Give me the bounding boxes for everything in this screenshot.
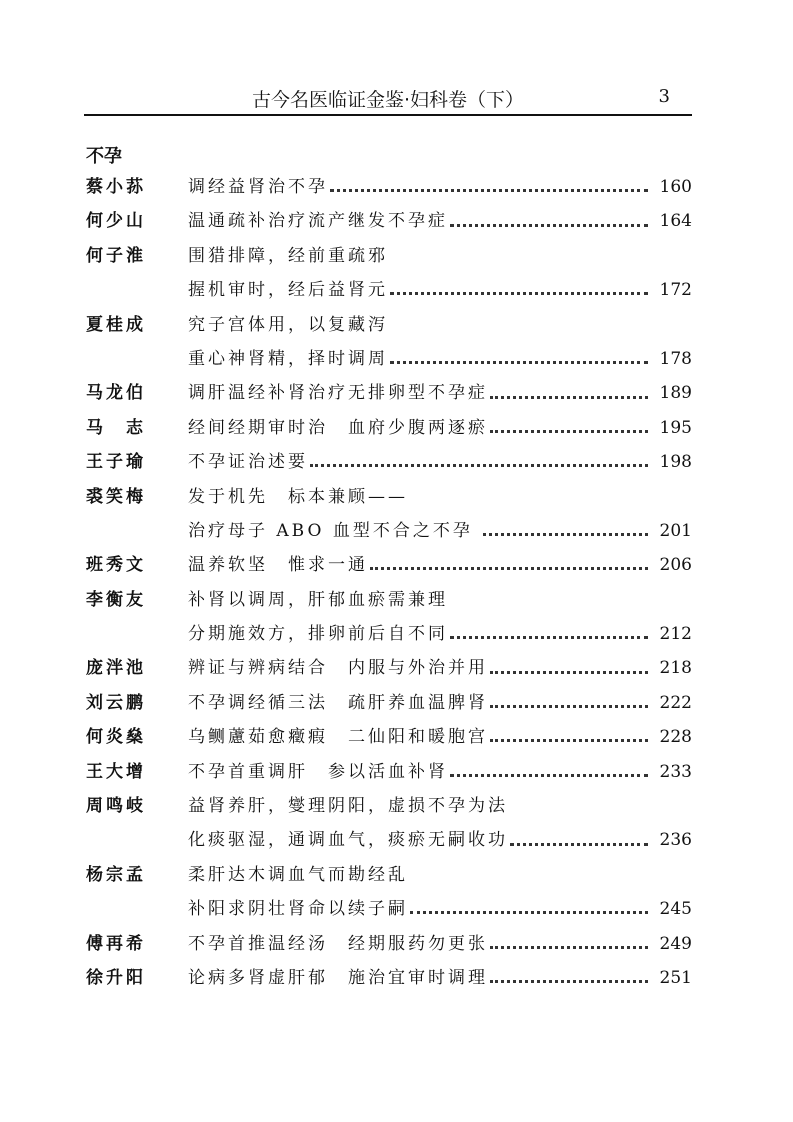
- toc-title-row: [188, 548, 692, 582]
- toc-entry[interactable]: [86, 204, 692, 238]
- toc-author: 何少山: [86, 211, 146, 232]
- dot-leader: [370, 566, 648, 570]
- toc-title: 经间经期审时治 血府少腹两逐瘀: [188, 417, 488, 438]
- running-header-title: 古今名医临证金鉴·妇科卷（下）: [251, 89, 525, 111]
- toc-title-row: [188, 411, 692, 445]
- toc-page-number: 201: [659, 520, 692, 541]
- toc-title: 补肾以调周，肝郁血瘀需兼理: [188, 589, 448, 610]
- toc-page-number: 228: [659, 727, 692, 748]
- dot-leader: [450, 223, 648, 227]
- toc-title: 辨证与辨病结合 内服与外治并用: [188, 658, 488, 679]
- toc-title: 围猎排障，经前重疏邪: [188, 245, 388, 266]
- toc-title-row: [188, 927, 692, 961]
- toc-entry[interactable]: [86, 720, 692, 754]
- dot-leader: [450, 635, 648, 639]
- toc-entry[interactable]: [86, 445, 692, 479]
- dot-leader: [390, 291, 648, 295]
- toc-title-row: [188, 823, 692, 857]
- toc-title-row: [188, 617, 692, 651]
- toc-author: 傅再希: [86, 933, 146, 954]
- toc-page-number: 178: [659, 348, 692, 369]
- dot-leader: [490, 945, 648, 949]
- toc-author: 何子淮: [86, 245, 146, 266]
- toc-entry[interactable]: [86, 308, 692, 342]
- toc-title-row: [188, 170, 692, 204]
- toc-page-number: 251: [659, 967, 692, 988]
- dot-leader: [330, 188, 648, 192]
- toc-entry[interactable]: [86, 927, 692, 961]
- toc-page-number: 218: [659, 658, 692, 679]
- dot-leader: [490, 738, 648, 742]
- toc-title-row: [188, 376, 692, 410]
- toc-page-number: 206: [659, 555, 692, 576]
- toc-author: 杨宗孟: [86, 864, 146, 885]
- toc-page-number: 164: [659, 211, 692, 232]
- toc-entry[interactable]: [86, 583, 692, 617]
- toc-title: 发于机先 标本兼顾——: [188, 486, 408, 507]
- toc-page-number: 236: [659, 830, 692, 851]
- toc-title: 补阳求阴壮肾命以续子嗣: [188, 899, 408, 920]
- toc-entry[interactable]: [86, 858, 692, 892]
- toc-author: 周鸣岐: [86, 796, 146, 817]
- toc-entry[interactable]: [86, 686, 692, 720]
- toc-entry[interactable]: [86, 239, 692, 273]
- toc-title-row: [188, 445, 692, 479]
- toc-entry[interactable]: [86, 411, 692, 445]
- toc-entry[interactable]: [86, 617, 692, 651]
- toc-entry[interactable]: [86, 755, 692, 789]
- toc-entry[interactable]: [86, 342, 692, 376]
- dot-leader: [483, 532, 648, 536]
- toc-title-row: [188, 789, 692, 823]
- toc-author: 马 志: [86, 417, 146, 438]
- toc-title: 柔肝达木调血气而勘经乱: [188, 864, 408, 885]
- toc-entry[interactable]: [86, 961, 692, 995]
- toc-title-row: [188, 755, 692, 789]
- page-header: [84, 82, 692, 116]
- toc-page-number: 233: [659, 761, 692, 782]
- toc-author: 夏桂成: [86, 314, 146, 335]
- toc-title-row: [188, 342, 692, 376]
- toc-title: 乌鲗藘茹愈癥瘕 二仙阳和暖胞宫: [188, 727, 488, 748]
- toc-title: 分期施效方，排卵前后自不同: [188, 624, 448, 645]
- toc-author: 王大增: [86, 761, 146, 782]
- toc-title: 论病多肾虚肝郁 施治宜审时调理: [188, 967, 488, 988]
- toc-title: 不孕首重调肝 参以活血补肾: [188, 761, 448, 782]
- toc-title: 不孕首推温经汤 经期服药勿更张: [188, 933, 488, 954]
- toc-page-number: 189: [659, 383, 692, 404]
- toc-page-number: 195: [659, 417, 692, 438]
- toc-page-number: 160: [659, 177, 692, 197]
- toc-title-row: [188, 273, 692, 307]
- toc-author: 何炎燊: [86, 727, 146, 748]
- toc-page-number: 222: [659, 692, 692, 713]
- toc-title: 益肾养肝，燮理阴阳，虚损不孕为法: [188, 796, 508, 817]
- toc-page-number: 212: [659, 624, 692, 645]
- toc-author: 班秀文: [86, 555, 146, 576]
- dot-leader: [510, 842, 648, 846]
- toc-title: 不孕证治述要: [188, 452, 308, 473]
- toc-author: 徐升阳: [86, 967, 146, 988]
- toc-author: 刘云鹏: [86, 692, 146, 713]
- toc-title-row: [188, 204, 692, 238]
- toc-title-row: [188, 686, 692, 720]
- dot-leader: [490, 704, 648, 708]
- toc-title: 究子宫体用，以复藏泻: [188, 314, 388, 335]
- toc-page-number: 172: [659, 280, 692, 301]
- toc-title: 调肝温经补肾治疗无排卵型不孕症: [188, 383, 488, 404]
- dot-leader: [490, 429, 648, 433]
- toc-page-number: 249: [659, 933, 692, 954]
- toc-title-row: [188, 239, 692, 273]
- toc-page-number: 245: [659, 899, 692, 920]
- toc-title-row: [188, 480, 692, 514]
- toc-entry[interactable]: [86, 789, 692, 823]
- section-title: 不孕: [86, 146, 122, 167]
- toc-title-row: [188, 892, 692, 926]
- toc-entry[interactable]: [86, 170, 692, 204]
- dot-leader: [490, 979, 648, 983]
- toc-author: 马龙伯: [86, 383, 146, 404]
- toc-title: 化痰驱湿，通调血气，痰瘀无嗣收功: [188, 830, 508, 851]
- toc-title: 不孕调经循三法 疏肝养血温脾肾: [188, 692, 488, 713]
- toc-title: 重心神肾精，择时调周: [188, 348, 388, 369]
- toc-title-row: [188, 514, 692, 548]
- toc-author: 蔡小荪: [86, 177, 146, 197]
- toc-author: 李衡友: [86, 589, 146, 610]
- toc-title-row: [188, 583, 692, 617]
- dot-leader: [390, 360, 648, 364]
- toc-title: 调经益肾治不孕: [188, 177, 328, 197]
- toc-author: 裘笑梅: [86, 486, 146, 507]
- toc-title-row: [188, 858, 692, 892]
- toc-entry[interactable]: [86, 548, 692, 582]
- toc-entry[interactable]: [86, 892, 692, 926]
- dot-leader: [310, 463, 648, 467]
- toc-title: 温养软坚 惟求一通: [188, 555, 368, 576]
- toc-entry[interactable]: [86, 651, 692, 685]
- toc-title-row: [188, 308, 692, 342]
- header-rule: [84, 114, 692, 116]
- toc-title: 温通疏补治疗流产继发不孕症: [188, 211, 448, 232]
- toc-page-number: 198: [659, 452, 692, 473]
- toc-entry[interactable]: [86, 480, 692, 514]
- dot-leader: [410, 910, 648, 914]
- toc-title-row: [188, 651, 692, 685]
- toc-title-row: [188, 961, 692, 995]
- toc-title: 握机审时，经后益肾元: [188, 280, 388, 301]
- dot-leader: [450, 773, 648, 777]
- toc-entry[interactable]: [86, 273, 692, 307]
- table-of-contents: [86, 170, 692, 995]
- toc-entry[interactable]: [86, 514, 692, 548]
- toc-author: 王子瑜: [86, 452, 146, 473]
- dot-leader: [490, 395, 648, 399]
- toc-entry[interactable]: [86, 823, 692, 857]
- page-number: 3: [658, 86, 670, 107]
- toc-title: 治疗母子 ABO 血型不合之不孕: [188, 520, 482, 541]
- toc-entry[interactable]: [86, 376, 692, 410]
- dot-leader: [490, 670, 648, 674]
- toc-title-row: [188, 720, 692, 754]
- toc-author: 庞泮池: [86, 658, 146, 679]
